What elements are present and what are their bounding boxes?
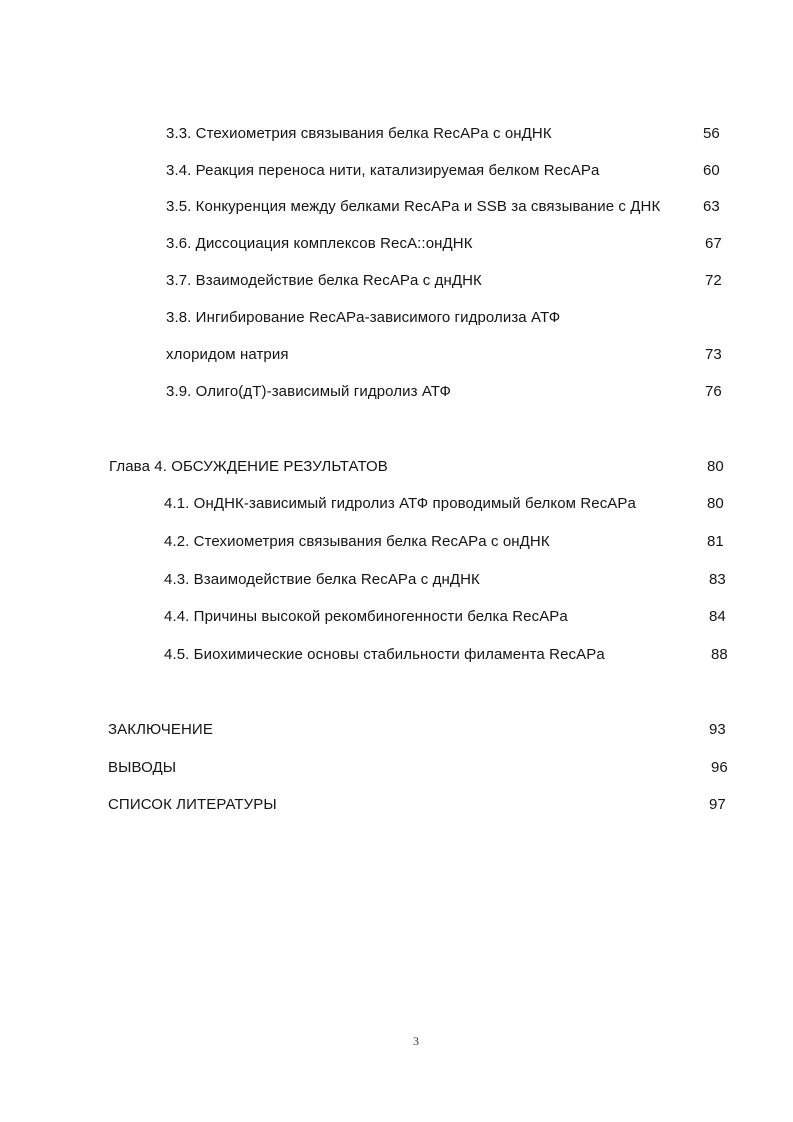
toc-page-4-5: 88 bbox=[711, 646, 728, 663]
toc-page-3-5: 63 bbox=[703, 198, 720, 215]
toc-entry-3-9: 3.9. Олиго(дТ)-зависимый гидролиз АТФ bbox=[166, 383, 452, 400]
toc-references: СПИСОК ЛИТЕРАТУРЫ bbox=[108, 796, 277, 813]
toc-entry-3-6: 3.6. Диссоциация комплексов RecA::онДНК bbox=[166, 235, 473, 252]
toc-page-3-7: 72 bbox=[705, 272, 722, 289]
toc-findings: ВЫВОДЫ bbox=[108, 759, 177, 776]
toc-page-findings: 96 bbox=[711, 759, 728, 776]
toc-entry-3-5: 3.5. Конкуренция между белками RecAPa и SSB за связывание с ДНК bbox=[166, 198, 661, 215]
toc-entry-3-4: 3.4. Реакция переноса нити, катализируемая белком RecAPa bbox=[166, 162, 600, 179]
toc-page-4-2: 81 bbox=[707, 533, 724, 550]
toc-entry-3-7: 3.7. Взаимодействие белка RecAPa с днДНК bbox=[166, 272, 482, 289]
toc-entry-3-8-continued: хлоридом натрия bbox=[166, 346, 289, 363]
toc-page-4-4: 84 bbox=[709, 608, 726, 625]
toc-conclusion: ЗАКЛЮЧЕНИЕ bbox=[108, 721, 213, 738]
toc-entry-4-1: 4.1. ОнДНК-зависимый гидролиз АТФ проводимый белком RecAPa bbox=[164, 495, 636, 512]
toc-page-3-4: 60 bbox=[703, 162, 720, 179]
toc-page-chapter-4: 80 bbox=[707, 458, 724, 475]
toc-page-4-3: 83 bbox=[709, 571, 726, 588]
toc-entry-4-2: 4.2. Стехиометрия связывания белка RecAPa с онДНК bbox=[164, 533, 550, 550]
toc-page-3-9: 76 bbox=[705, 383, 722, 400]
toc-entry-3-8: 3.8. Ингибирование RecAPa-зависимого гидролиза АТФ bbox=[166, 309, 561, 326]
toc-page-3-8: 73 bbox=[705, 346, 722, 363]
toc-entry-4-3: 4.3. Взаимодействие белка RecAPa с днДНК bbox=[164, 571, 480, 588]
toc-chapter-4: Глава 4. ОБСУЖДЕНИЕ РЕЗУЛЬТАТОВ bbox=[109, 458, 388, 475]
toc-entry-4-5: 4.5. Биохимические основы стабильности филамента RecAPa bbox=[164, 646, 605, 663]
toc-entry-3-3: 3.3. Стехиометрия связывания белка RecAPa с онДНК bbox=[166, 125, 552, 142]
toc-page-3-6: 67 bbox=[705, 235, 722, 252]
toc-page-4-1: 80 bbox=[707, 495, 724, 512]
toc-page-references: 97 bbox=[709, 796, 726, 813]
toc-page-conclusion: 93 bbox=[709, 721, 726, 738]
toc-page-3-3: 56 bbox=[703, 125, 720, 142]
page-number: 3 bbox=[413, 1034, 419, 1048]
toc-entry-4-4: 4.4. Причины высокой рекомбиногенности белка RecAPa bbox=[164, 608, 568, 625]
